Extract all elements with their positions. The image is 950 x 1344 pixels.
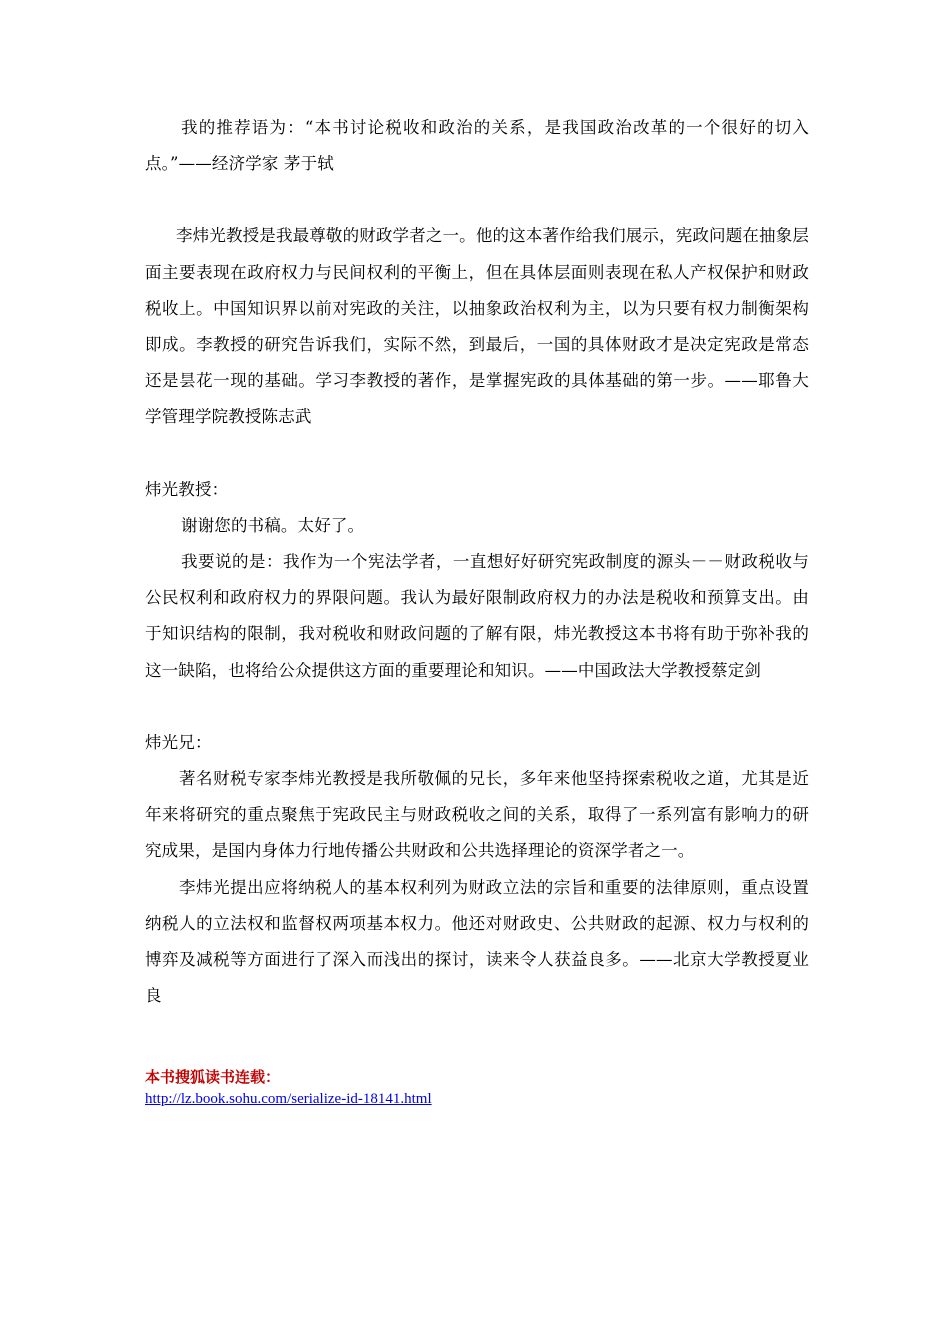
recommendation-cai-dingjian: 我要说的是：我作为一个宪法学者，一直想好好研究宪政制度的源头－－财政税收与公民权利和政府权力的界限问题。我认为最好限制政府权力的办法是税收和预算支出。由于知识结构的限制，我对税收和财政问题的了解有限，炜光教授这本书将有助于弥补我的这一缺陷，也将给公众提供这方面的重要理论和知识。——中国政法大学教授蔡定剑: [145, 552, 809, 680]
spacer: [145, 1014, 809, 1066]
salutation-xia: 炜光兄：: [145, 732, 212, 752]
document-body: [145, 110, 809, 1110]
spacer: [145, 436, 809, 472]
spacer: [145, 689, 809, 725]
recommendation-chen-zhiwu: 李炜光教授是我最尊敬的财政学者之一。他的这本著作给我们展示，宪政问题在抽象层面主要表现在政府权力与民间权利的平衡上，但在具体层面则表现在私人产权保护和财政税收上。中国知识界以前对宪政的关注，以抽象政治权利为主，以为只要有权力制衡架构即成。李教授的研究告诉我们，实际不然，到最后，一国的具体财政才是决定宪政是常态还是昙花一现的基础。学习李教授的著作，是掌握宪政的具体基础的第一步。——耶鲁大学管理学院教授陈志武: [145, 226, 809, 427]
thanks-cai: 谢谢您的书稿。太好了。: [181, 515, 365, 535]
recommendation-mao-yushi: 我的推荐语为：“本书讨论税收和政治的关系，是我国政治改革的一个很好的切入点。”——经济学家 茅于轼: [145, 118, 809, 174]
spacer: [145, 182, 809, 218]
salutation-cai: 炜光教授：: [145, 479, 229, 499]
recommendation-xia-yeliang-part2: 李炜光提出应将纳税人的基本权利列为财政立法的宗旨和重要的法律原则，重点设置纳税人的立法权和监督权两项基本权力。他还对财政史、公共财政的起源、权力与权利的博弈及减税等方面进行了深入而浅出的探讨，读来令人获益良多。——北京大学教授夏业良: [145, 877, 809, 1006]
serialization-heading: 本书搜狐读书连载：: [145, 1068, 281, 1087]
serialization-link[interactable]: http://lz.book.sohu.com/serialize-id-18141.html: [145, 1091, 432, 1108]
recommendation-xia-yeliang-part1: 著名财税专家李炜光教授是我所敬佩的兄长，多年来他坚持探索税收之道，尤其是近年来将研究的重点聚焦于宪政民主与财政税收之间的关系，取得了一系列富有影响力的研究成果，是国内身体力行地传播公共财政和公共选择理论的资深学者之一。: [145, 769, 809, 861]
